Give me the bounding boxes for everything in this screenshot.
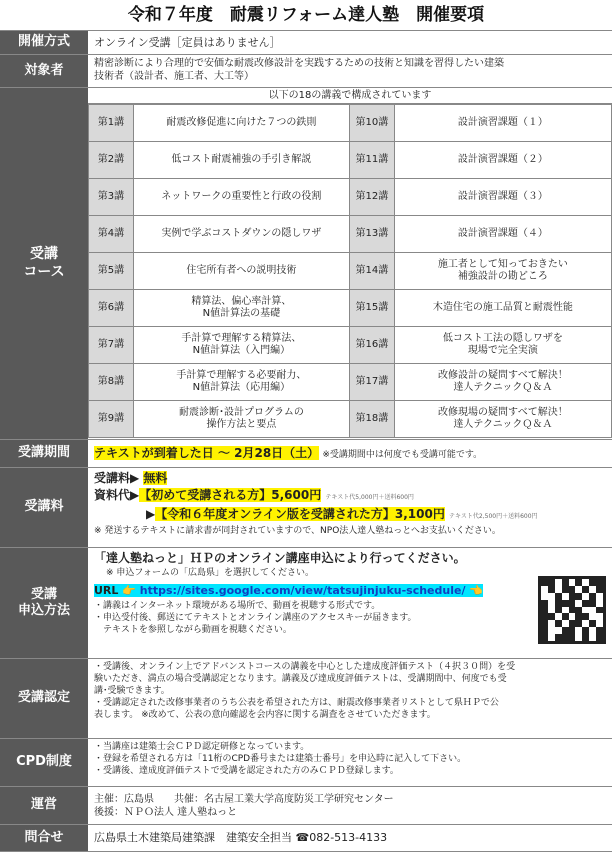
cpd-line: ・登録を希望される方は「11桁のCPD番号または建築士番号」を申込時に記入して下さい。 [94, 754, 467, 764]
fee-repeat: 【令和６年度オンライン版を受講された方】3,100円 [155, 507, 445, 521]
fee-note: ※ 発送するテキストに請求書が同封されていますので、NPO法人達人塾ねっとへお支払いください。 [94, 526, 501, 536]
course-number: 第2講 [89, 142, 134, 179]
course-title: 施工者として知っておきたい 補強設計の勘どころ [394, 253, 611, 290]
row-apply [0, 547, 612, 658]
fee-first-breakdown: テキスト代5,000円＋送料600円 [325, 494, 414, 501]
row-format [0, 30, 612, 54]
row-label: 受講 コース [0, 88, 88, 439]
row-period [0, 439, 612, 467]
course-number: 第1講 [89, 105, 134, 142]
course-number: 第4講 [89, 216, 134, 253]
course-number: 第17講 [349, 364, 394, 401]
course-intro: 以下の18の講義で構成されています [88, 88, 612, 104]
row-label: 受講期間 [0, 440, 88, 467]
row-target [0, 54, 612, 87]
row-course [0, 87, 612, 439]
apply-bullet: ・申込受付後、郵送にてテキストとオンライン講座のアクセスキーが届きます。 [94, 613, 417, 623]
material-label: 資料代▶ [94, 488, 140, 502]
fee-first: 【初めて受講される方】5,600円 [139, 488, 322, 502]
course-title: ネットワークの重要性と行政の役割 [133, 179, 349, 216]
row-fee [0, 467, 612, 547]
cert-line: ・受講認定された改修事業者のうち公表を希望された方は、耐震改修事業者リストとして県ＨＰで公 [94, 698, 499, 708]
course-title: 手計算で理解する精算法、 N値計算法（入門編） [133, 327, 349, 364]
course-title: 耐震改修促進に向けた７つの鉄則 [133, 105, 349, 142]
course-title: 耐震診断･設計プログラムの 操作方法と要点 [133, 401, 349, 438]
row-label: 運営 [0, 787, 88, 824]
course-title: 低コスト工法の隠しワザを 現場で完全実演 [394, 327, 611, 364]
contact-phone[interactable]: ☎082-513-4133 [295, 831, 388, 844]
course-title: 改修現場の疑問すべて解決！ 達人テクニックＱ＆Ａ [394, 401, 611, 438]
apply-bullet: ・講義はインターネット環境がある場所で、動画を視聴する形式です。 [94, 601, 381, 611]
fee-free: 無料 [143, 471, 168, 485]
period-note: ※受講期間中は何度でも受講可能です。 [322, 450, 483, 460]
cpd-line: ・当講座は建築士会ＣＰＤ認定研修となっています。 [94, 742, 310, 752]
course-number: 第18講 [349, 401, 394, 438]
row-contact [0, 824, 612, 852]
org-line: 主催：広島県 共催：名古屋工業大学高度防災工学研究センター [94, 794, 394, 805]
contact-text: 広島県土木建築局建築課 建築安全担当 [94, 831, 292, 844]
cpd-line: ・受講後、達成度評価テストで受講を認定された方のみＣＰＤ登録します。 [94, 766, 399, 776]
course-title: 実例で学ぶコストダウンの隠しワザ [133, 216, 349, 253]
course-number: 第16講 [349, 327, 394, 364]
course-title: 精算法、偏心率計算、 N値計算法の基礎 [133, 290, 349, 327]
pointing-hand-icon: 👈 [469, 584, 484, 597]
cert-line: ・受講後、オンライン上でアドバンストコースの講義を中心とした達成度評価テスト（４択３０問）を受 [94, 662, 516, 672]
format-text: オンライン受講［定員はありません］ [94, 36, 281, 49]
course-row [89, 105, 612, 142]
row-label: 受講認定 [0, 659, 88, 738]
course-title: 低コスト耐震補強の手引き解説 [133, 142, 349, 179]
course-title: 手計算で理解する必要耐力、 N値計算法（応用編） [133, 364, 349, 401]
course-row [89, 364, 612, 401]
apply-bullet: テキストを参照しながら動画を視聴ください。 [94, 625, 292, 635]
course-row [89, 216, 612, 253]
course-number: 第8講 [89, 364, 134, 401]
row-label: 問合せ [0, 825, 88, 851]
course-title: 設計演習課題（１） [394, 105, 611, 142]
course-number: 第11講 [349, 142, 394, 179]
course-title: 設計演習課題（４） [394, 216, 611, 253]
course-title: 設計演習課題（２） [394, 142, 611, 179]
course-number: 第13講 [349, 216, 394, 253]
course-number: 第3講 [89, 179, 134, 216]
course-number: 第14講 [349, 253, 394, 290]
course-title: 改修設計の疑問すべて解決！ 達人テクニックＱ＆Ａ [394, 364, 611, 401]
apply-lead: 「達人塾ねっと」ＨＰのオンライン講座申込により行ってください。 [94, 551, 466, 565]
row-org [0, 786, 612, 824]
url-label: URL 👉 [94, 584, 136, 597]
course-row [89, 142, 612, 179]
cert-line: 表します。 ※改めて、公表の意向確認を会内容に関する調査をさせていただきます。 [94, 710, 436, 720]
course-row [89, 179, 612, 216]
course-number: 第9講 [89, 401, 134, 438]
target-line: 精密診断により合理的で安価な耐震改修設計を実践するための技術と知識を習得したい建築 [94, 58, 504, 69]
course-title: 木造住宅の施工品質と耐震性能 [394, 290, 611, 327]
qr-code-icon[interactable] [538, 576, 606, 644]
row-cert [0, 658, 612, 738]
course-number: 第10講 [349, 105, 394, 142]
page-title: 令和７年度 耐震リフォーム達人塾 開催要項 [127, 5, 485, 25]
course-number: 第12講 [349, 179, 394, 216]
row-label: 受講 申込方法 [0, 548, 88, 658]
fee-label: 受講料▶ [94, 471, 140, 485]
course-row [89, 253, 612, 290]
course-table [88, 104, 612, 438]
course-number: 第6講 [89, 290, 134, 327]
org-line: 後援：ＮＰＯ法人 達人塾ねっと [94, 807, 238, 818]
course-number: 第7講 [89, 327, 134, 364]
cert-line: 講･受験できます。 [94, 686, 170, 696]
row-cpd [0, 738, 612, 786]
apply-url-link[interactable]: https://sites.google.com/view/tatsujinjuku-schedule/ [139, 584, 466, 597]
course-title: 設計演習課題（３） [394, 179, 611, 216]
row-label: 対象者 [0, 55, 88, 87]
period-main: テキストが到着した日 ～ 2月28日（土） [94, 446, 320, 460]
row-label: CPD制度 [0, 739, 88, 786]
course-number: 第15講 [349, 290, 394, 327]
row-label: 受講料 [0, 468, 88, 547]
fee-repeat-breakdown: テキスト代2,500円＋送料600円 [449, 513, 538, 520]
target-line: 技術者（設計者、施工者、大工等） [94, 71, 254, 82]
arrow: ▶ [146, 507, 156, 521]
course-number: 第5講 [89, 253, 134, 290]
apply-note: ※ 申込フォームの「広島県」を選択してください。 [106, 568, 314, 578]
course-row [89, 290, 612, 327]
row-label: 開催方式 [0, 31, 88, 54]
course-row [89, 327, 612, 364]
cert-line: 験いただき、満点の場合受講認定となります。講義及び達成度評価テストは、受講期間中、何度でも受 [94, 674, 507, 684]
course-row [89, 401, 612, 438]
course-title: 住宅所有者への説明技術 [133, 253, 349, 290]
